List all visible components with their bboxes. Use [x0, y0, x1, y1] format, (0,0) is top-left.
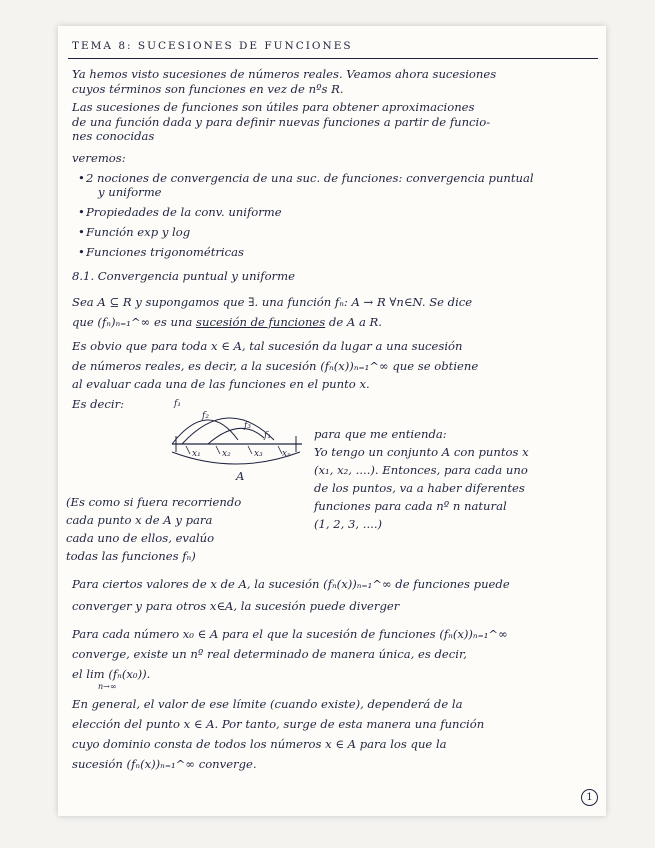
bullet-item: Funciones trigonométricas: [86, 245, 244, 259]
paragraph-line: converge, existe un nº real determinado de manera única, es decir,: [72, 647, 467, 661]
notebook-page: [58, 26, 606, 816]
right-note-line: (1, 2, 3, ....): [314, 517, 383, 531]
left-note-line: (Es como si fuera recorriendo: [66, 495, 242, 509]
veremos-label: veremos:: [72, 151, 126, 165]
bullet-item: Función exp y log: [86, 225, 191, 239]
right-note-line: funciones para cada nº n natural: [314, 499, 507, 513]
bullet-continuation: y uniforme: [98, 185, 162, 199]
right-note-line: de los puntos, va a haber diferentes: [314, 481, 525, 495]
intro-line: Las sucesiones de funciones son útiles para obtener aproximaciones: [72, 100, 475, 114]
point-label: x₁: [192, 449, 201, 459]
intro-line: nes conocidas: [72, 129, 155, 143]
point-label: x₃: [254, 449, 263, 459]
paragraph-line: elección del punto x ∈ A. Por tanto, surge de esta manera una función: [72, 717, 485, 731]
obvio-line: Es obvio que para toda x ∈ A, tal sucesión da lugar a una sucesión: [72, 339, 463, 353]
bullet-dot: •: [78, 171, 85, 185]
point-label: x₂: [222, 449, 231, 459]
right-note-line: (x₁, x₂, ....). Entonces, para cada uno: [314, 463, 528, 477]
bullet-dot: •: [78, 205, 85, 219]
limit-subscript: n→∞: [98, 682, 117, 691]
es-decir-label: Es decir:: [72, 397, 125, 411]
definition-text: de A a R.: [325, 315, 382, 329]
point-label: xₙ: [282, 449, 291, 459]
function-label: f₁: [174, 399, 181, 409]
function-label: f₂: [202, 411, 209, 421]
paragraph-line: converger y para otros x∈A, la sucesión puede diverger: [72, 599, 400, 613]
definition-line: Sea A ⊆ R y supongamos que ∃. una función fₙ: A → R ∀n∈N. Se dice: [72, 295, 473, 309]
page-number: 1: [581, 789, 598, 806]
paragraph-line: Para ciertos valores de x de A, la sucesión (fₙ(x))ₙ₌₁^∞ de funciones puede: [72, 577, 510, 591]
intro-line: de una función dada y para definir nuevas funciones a partir de funcio-: [72, 115, 491, 129]
paragraph-line: Para cada número x₀ ∈ A para el que la sucesión de funciones (fₙ(x))ₙ₌₁^∞: [72, 627, 508, 641]
page-title: TEMA 8: SUCESIONES DE FUNCIONES: [72, 40, 353, 52]
bullet-item: Propiedades de la conv. uniforme: [86, 205, 282, 219]
left-note-line: cada punto x de A y para: [66, 513, 213, 527]
definition-text: que (fₙ)ₙ₌₁^∞ es una: [72, 315, 197, 329]
paragraph-line: sucesión (fₙ(x))ₙ₌₁^∞ converge.: [72, 757, 257, 771]
section-heading: 8.1. Convergencia puntual y uniforme: [72, 269, 295, 283]
set-label: A: [236, 469, 245, 483]
title-underline: [68, 58, 598, 59]
paragraph-line: cuyo dominio consta de todos los números x ∈ A para los que la: [72, 737, 447, 751]
left-note-line: cada uno de ellos, evalúo: [66, 531, 215, 545]
right-note-line: Yo tengo un conjunto A con puntos x: [314, 445, 529, 459]
bullet-dot: •: [78, 245, 85, 259]
sketch-diagram: [168, 396, 310, 478]
function-label: f₁: [264, 431, 271, 441]
right-note-line: para que me entienda:: [314, 427, 447, 441]
intro-line: Ya hemos visto sucesiones de números reales. Veamos ahora sucesiones: [72, 67, 497, 81]
obvio-line: de números reales, es decir, a la sucesión (fₙ(x))ₙ₌₁^∞ que se obtiene: [72, 359, 479, 373]
left-note-line: todas las funciones fₙ): [66, 549, 196, 563]
intro-line: cuyos términos son funciones en vez de nºs R.: [72, 82, 344, 96]
definition-term: sucesión de funciones: [196, 315, 326, 329]
paragraph-line: En general, el valor de ese límite (cuando existe), dependerá de la: [72, 697, 463, 711]
bullet-dot: •: [78, 225, 85, 239]
bullet-item: 2 nociones de convergencia de una suc. de funciones: convergencia puntual: [86, 171, 534, 185]
function-label: f₃: [244, 421, 251, 431]
paragraph-line: el lim (fₙ(x₀)).: [72, 667, 151, 681]
obvio-line: al evaluar cada una de las funciones en el punto x.: [72, 377, 370, 391]
definition-line: [72, 316, 382, 329]
